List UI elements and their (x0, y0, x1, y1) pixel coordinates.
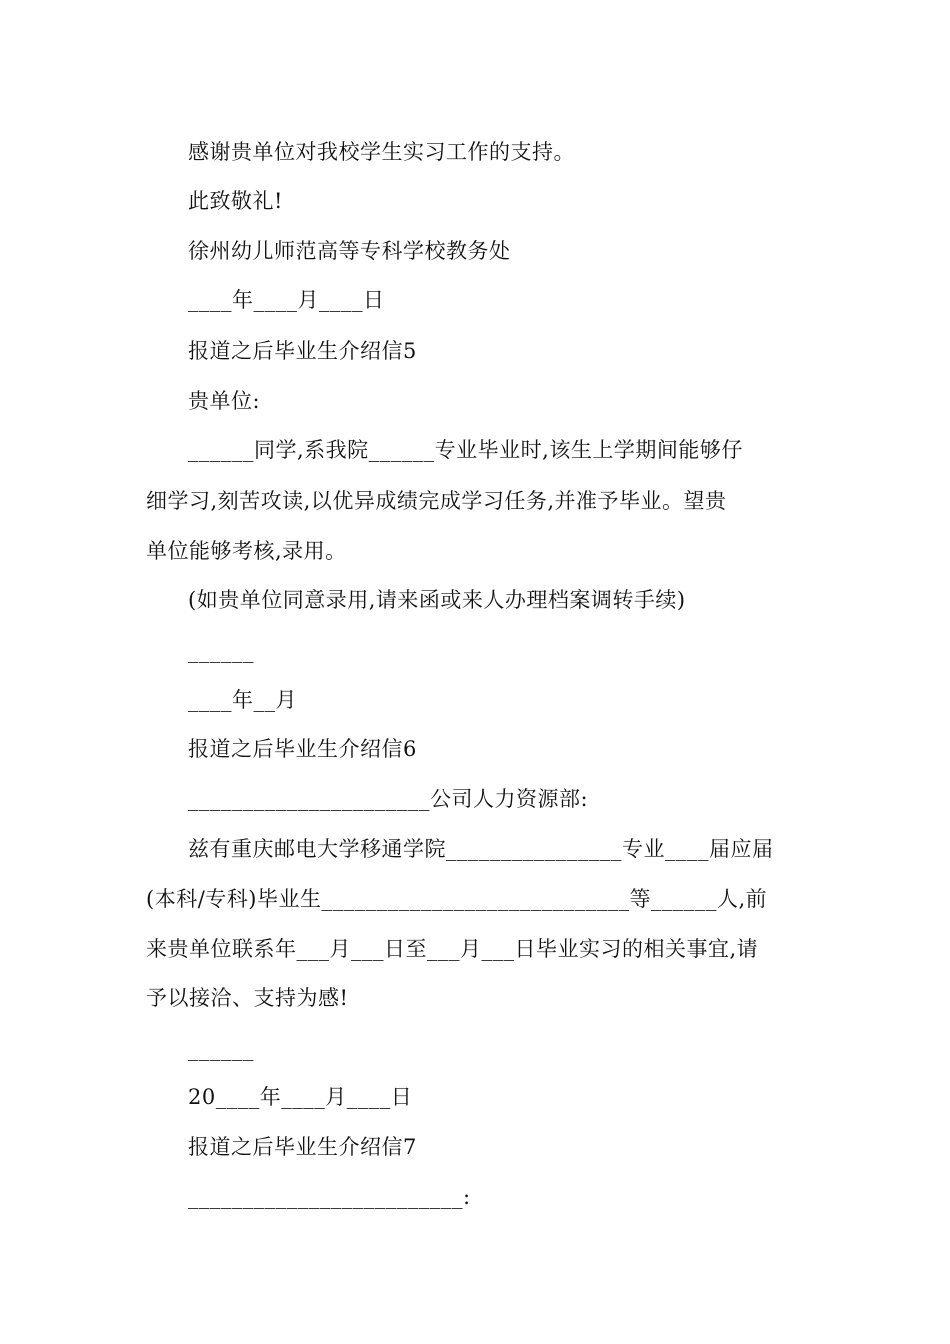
letter-5-body-line-1: ______同学,系我院______专业毕业时,该生上学期间能够仔 (188, 438, 743, 462)
letter-heading-5: 报道之后毕业生介绍信5 (188, 339, 417, 363)
letter-6-recipient: ______________________公司人力资源部: (188, 787, 589, 811)
letter-6-body-line-2: (本科/专科)毕业生____________________________等______人,前 (146, 887, 768, 911)
letter-6-date-blank: 20____年____月____日 (188, 1085, 413, 1109)
letter-6-body-line-4: 予以接洽、支持为感! (146, 986, 349, 1010)
letter-5-body-line-3: 单位能够考核,录用。 (146, 539, 347, 563)
letter-5-note: (如贵单位同意录用,请来函或来人办理档案调转手续) (188, 588, 686, 612)
letter-5-body-line-2: 细学习,刻苦攻读,以优异成绩完成学习任务,并准予毕业。望贵 (146, 489, 727, 513)
letter-6-signature-blank: ______ (188, 1037, 254, 1061)
letter-heading-6: 报道之后毕业生介绍信6 (188, 737, 417, 761)
letter-5-date-blank: ____年__月 (188, 688, 297, 712)
letter-7-recipient-blank: _________________________: (188, 1185, 471, 1209)
letter-5-signature-blank: ______ (188, 639, 254, 663)
letter-6-body-line-1: 兹有重庆邮电大学移通学院________________专业____届应届 (188, 837, 774, 861)
date-blank-line: ____年____月____日 (188, 288, 385, 312)
closing-thanks: 感谢贵单位对我校学生实习工作的支持。 (188, 140, 575, 164)
letter-5-recipient: 贵单位: (188, 389, 261, 413)
letter-6-body-line-3: 来贵单位联系年___月___日至___月___日毕业实习的相关事宜,请 (146, 937, 759, 961)
salutation-closing: 此致敬礼! (188, 189, 283, 213)
signature-organization: 徐州幼儿师范高等专科学校教务处 (188, 239, 511, 263)
letter-heading-7: 报道之后毕业生介绍信7 (188, 1135, 417, 1159)
